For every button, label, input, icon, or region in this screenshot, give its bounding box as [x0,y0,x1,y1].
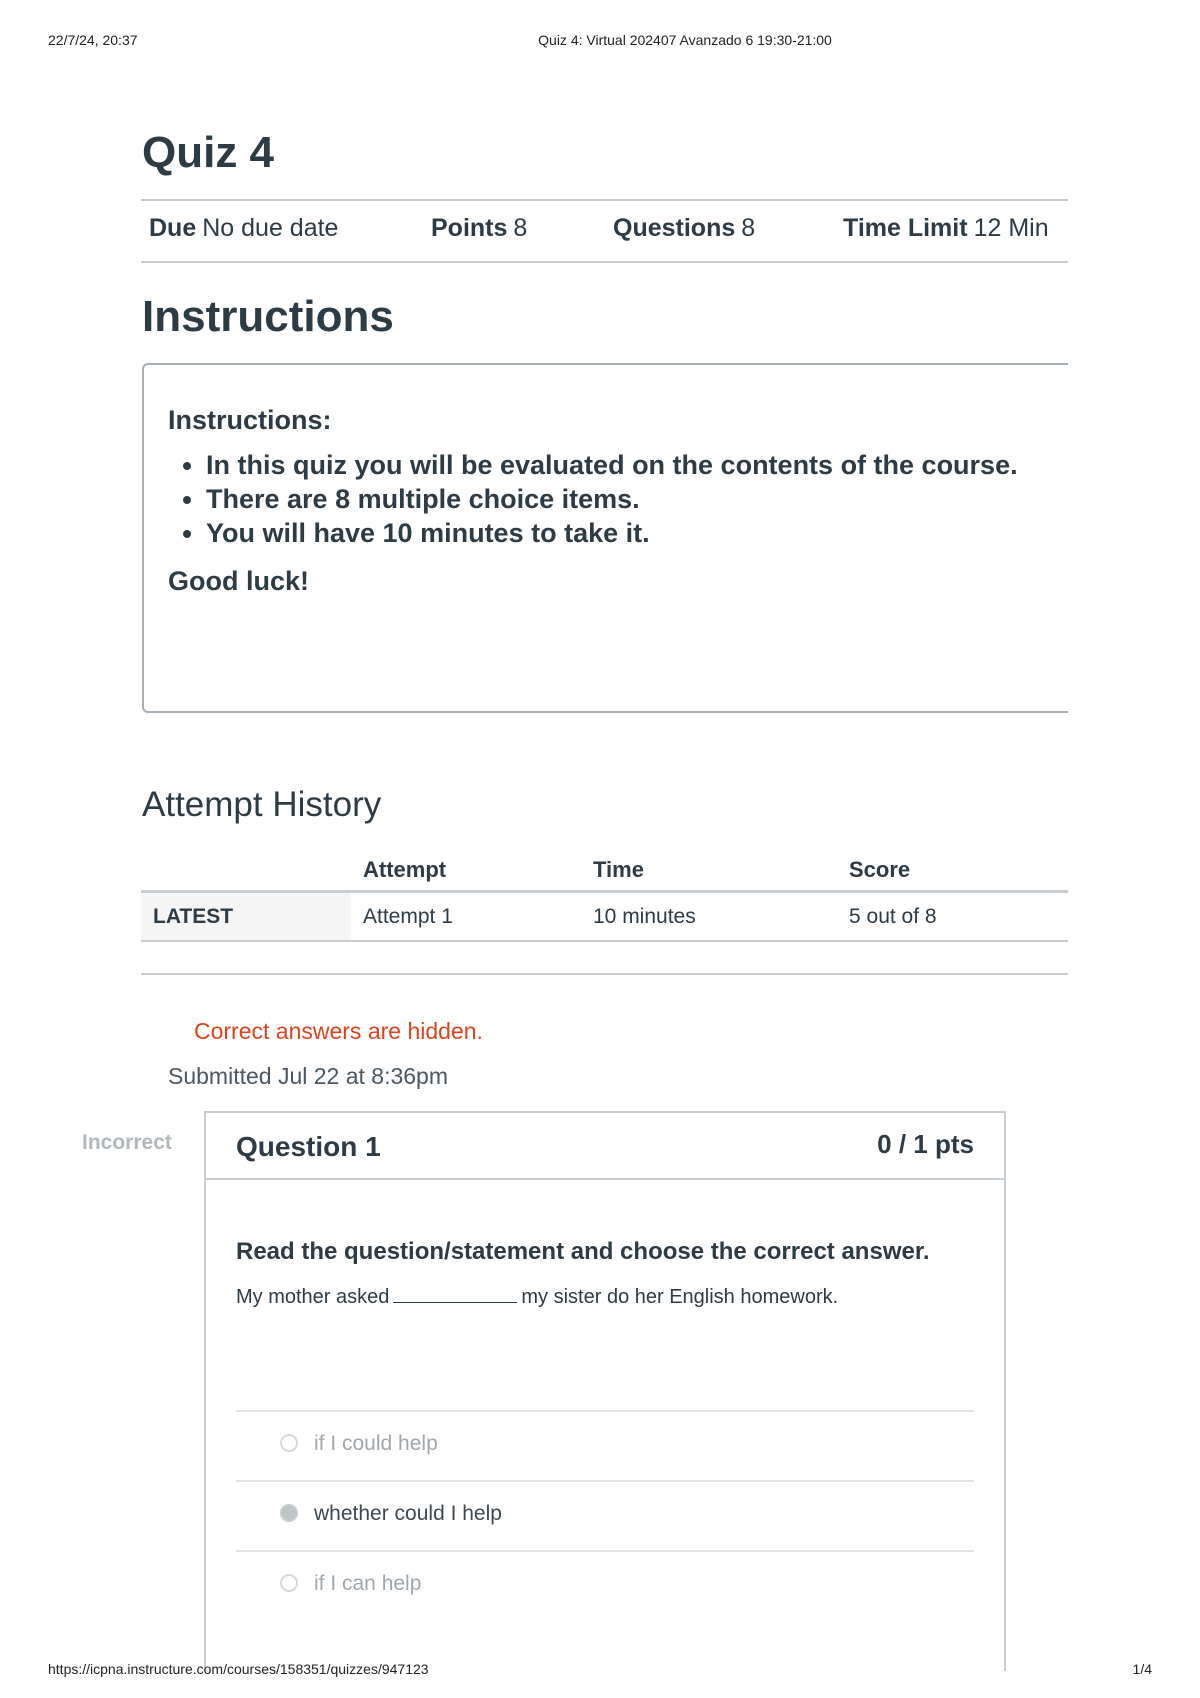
answer-list [236,1410,974,1620]
answer-option[interactable] [236,1410,974,1480]
print-datetime: 22/7/24, 20:37 [48,32,138,48]
answer-label: if I could help [314,1432,438,1455]
due-detail [149,214,338,243]
radio-button[interactable] [280,1574,298,1592]
question-card [204,1111,1006,1671]
radio-button-selected[interactable] [280,1504,298,1522]
question-header [206,1113,1004,1180]
quiz-details-bar [141,199,1068,263]
instructions-box [142,363,1068,713]
column-header-time: Time [593,857,644,882]
points-value: 8 [513,214,528,242]
answer-option[interactable] [236,1550,974,1620]
instruction-item: • There are 8 multiple choice items. [206,482,1068,516]
latest-tag: LATEST [153,905,234,928]
question-text-after: my sister do her English homework. [521,1286,839,1308]
instruction-item: • In this quiz you will be evaluated on the contents of the course. [206,448,1068,482]
question-prompt: Read the question/statement and choose the correct answer. [236,1238,930,1265]
attempt-link[interactable]: Attempt 1 [363,905,453,928]
column-header-score: Score [849,857,911,882]
answer-label: whether could I help [314,1502,502,1525]
answer-label: if I can help [314,1572,422,1595]
correct-answers-hidden-message: Correct answers are hidden. [194,1018,483,1044]
time-limit-label: Time Limit [843,214,968,242]
print-page-title: Quiz 4: Virtual 202407 Avanzado 6 19:30-21:00 [538,32,832,48]
attempt-history-heading: Attempt History [142,785,382,824]
print-footer-url: https://icpna.instructure.com/courses/158351/quizzes/947123 [48,1661,429,1677]
table-row [141,893,1068,942]
question-text-before: My mother asked [236,1286,390,1308]
question-body [236,1238,976,1309]
instructions-label: Instructions: [168,405,332,435]
attempt-table-header [141,845,1068,893]
time-limit-value: 12 Min [973,214,1049,242]
questions-label: Questions [613,214,736,242]
questions-detail [613,214,755,243]
question-title: Question 1 [236,1131,381,1162]
answer-option-selected[interactable] [236,1480,974,1550]
radio-button[interactable] [280,1434,298,1452]
attempt-score: 5 out of 8 [849,905,937,928]
points-label: Points [431,214,508,242]
attempt-time: 10 minutes [593,905,696,928]
instructions-clip [138,360,1068,720]
attempt-history-table [141,845,1068,942]
section-divider [141,973,1068,975]
column-header-attempt: Attempt [363,857,447,882]
instructions-heading: Instructions [142,292,394,341]
submitted-timestamp: Submitted Jul 22 at 8:36pm [168,1063,448,1089]
instructions-closing: Good luck! [168,566,309,596]
quiz-title: Quiz 4 [142,128,275,177]
time-limit-detail [843,214,1049,243]
questions-value: 8 [741,214,756,242]
instructions-list [168,448,1068,550]
instruction-item: • You will have 10 minutes to take it. [206,516,1068,550]
question-points: 0 / 1 pts [877,1129,974,1159]
instructions-content [168,405,1068,597]
question-status-badge: Incorrect [82,1131,172,1154]
print-page-number: 1/4 [1132,1661,1152,1677]
due-label: Due [149,214,197,242]
question-text [236,1284,976,1309]
due-value: No due date [202,214,339,242]
answer-blank [393,1284,517,1303]
points-detail [431,214,527,243]
